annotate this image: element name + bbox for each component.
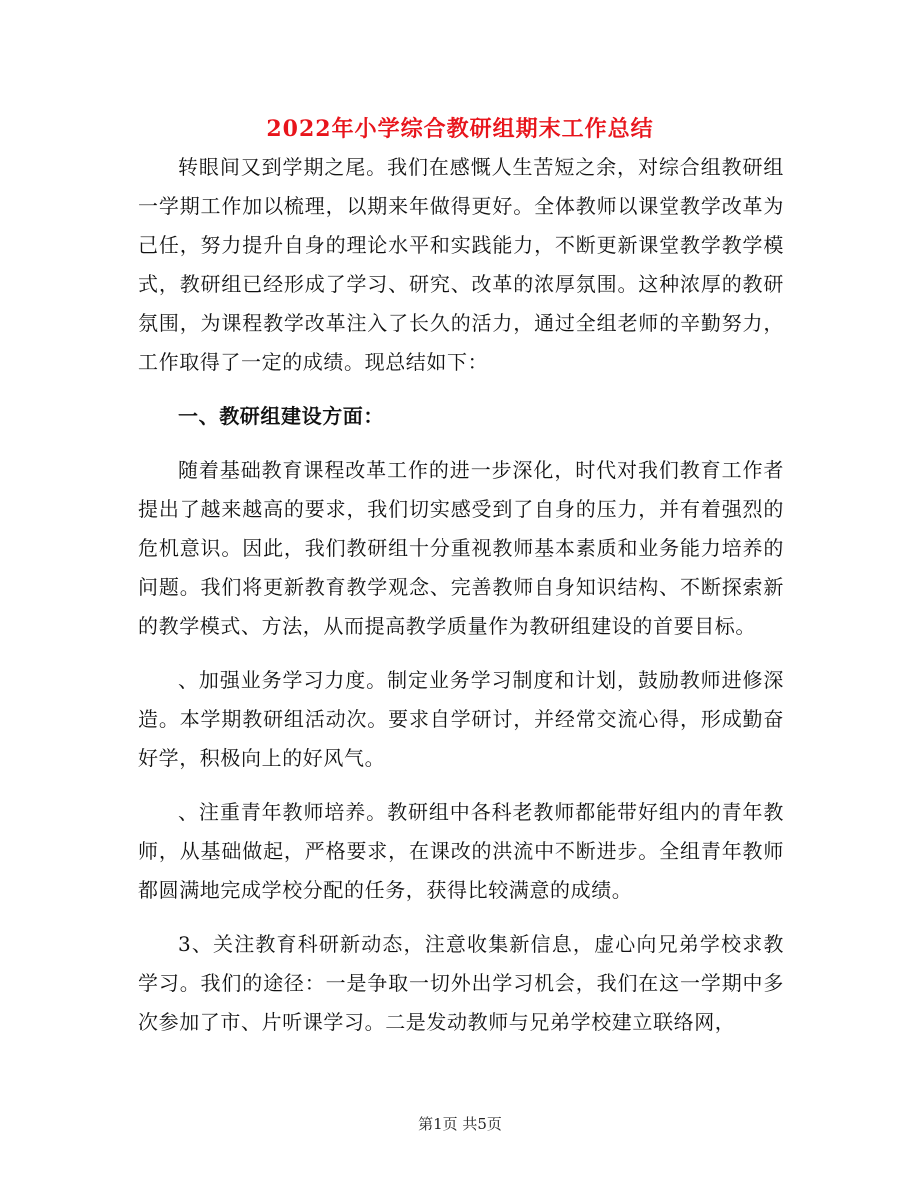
- section-heading-1: 一、教研组建设方面：: [178, 404, 384, 428]
- intro-paragraph: 转眼间又到学期之尾。我们在感慨人生苦短之余，对综合组教研组一学期工作加以梳理，以期来年做得更好。全体教师以课堂教学改革为己任，努力提升自身的理论水平和实践能力，不断更新课堂教学教学模式，教研组已经形成了学习、研究、改革的浓厚氛围。这种浓厚的教研氛围，为课程教学改革注入了长久的活力，通过全组老师的辛勤努力，工作取得了一定的成绩。现总结如下：: [138, 155, 784, 374]
- page-number-footer: 第1页 共5页: [418, 1115, 502, 1133]
- item-3-paragraph: 3、关注教育科研新动态，注意收集新信息，虚心向兄弟学校求教学习。我们的途径：一是争取一切外出学习机会，我们在这一学期中多次参加了市、片听课学习。二是发动教师与兄弟学校建立联络网，: [138, 932, 784, 1034]
- document-body: [138, 148, 784, 1057]
- section-1-paragraph: 随着基础教育课程改革工作的进一步深化，时代对我们教育工作者提出了越来越高的要求，我们切实感受到了自身的压力，并有着强烈的危机意识。因此，我们教研组十分重视教师基本素质和业务能力培养的问题。我们将更新教育教学观念、完善教师自身知识结构、不断探索新的教学模式、方法，从而提高教学质量作为教研组建设的首要目标。: [138, 458, 784, 638]
- item-1-paragraph: 、加强业务学习力度。制定业务学习制度和计划，鼓励教师进修深造。本学期教研组活动次。要求自学研讨，并经常交流心得，形成勤奋好学，积极向上的好风气。: [138, 668, 784, 770]
- item-2-paragraph: 、注重青年教师培养。教研组中各科老教师都能带好组内的青年教师，从基础做起，严格要求，在课改的洪流中不断进步。全组青年教师都圆满地完成学校分配的任务，获得比较满意的成绩。: [138, 800, 784, 902]
- document-title: 2022年小学综合教研组期末工作总结: [266, 116, 654, 142]
